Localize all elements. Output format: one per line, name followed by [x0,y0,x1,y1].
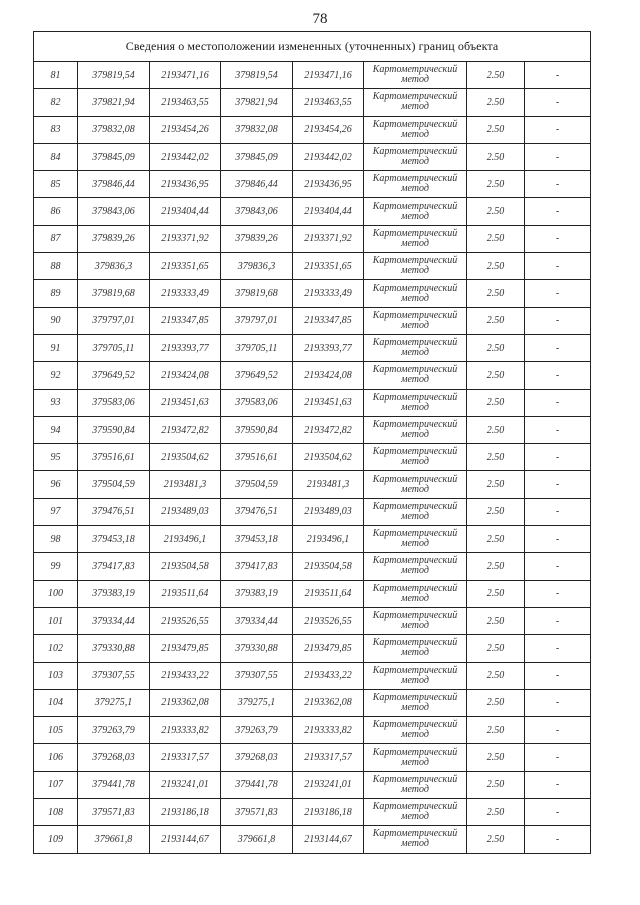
accuracy-cell: 2.50 [467,416,525,443]
refined-y-cell: 2193186,18 [293,799,364,826]
point-number-cell: 89 [34,280,78,307]
existing-x-cell: 379334,44 [78,607,150,634]
method-cell: Картометрический метод [364,280,467,307]
accuracy-cell: 2.50 [467,143,525,170]
existing-x-cell: 379417,83 [78,553,150,580]
table-row [34,826,591,853]
point-number-cell: 90 [34,307,78,334]
existing-y-cell: 2193393,77 [150,334,221,361]
table-row [34,116,591,143]
refined-y-cell: 2193463,55 [293,89,364,116]
accuracy-cell: 2.50 [467,471,525,498]
accuracy-cell: 2.50 [467,526,525,553]
existing-x-cell: 379705,11 [78,334,150,361]
point-number-cell: 109 [34,826,78,853]
refined-y-cell: 2193511,64 [293,580,364,607]
table-title: Сведения о местоположении измененных (уточненных) границ объекта [34,32,591,62]
refined-x-cell: 379275,1 [221,689,293,716]
method-cell: Картометрический метод [364,744,467,771]
existing-x-cell: 379476,51 [78,498,150,525]
refined-x-cell: 379797,01 [221,307,293,334]
table-row [34,498,591,525]
method-cell: Картометрический метод [364,498,467,525]
point-description-cell: - [525,553,591,580]
existing-x-cell: 379819,68 [78,280,150,307]
refined-x-cell: 379307,55 [221,662,293,689]
existing-x-cell: 379819,54 [78,62,150,89]
refined-y-cell: 2193451,63 [293,389,364,416]
existing-x-cell: 379797,01 [78,307,150,334]
point-number-cell: 83 [34,116,78,143]
refined-x-cell: 379330,88 [221,635,293,662]
method-cell: Картометрический метод [364,826,467,853]
refined-y-cell: 2193351,65 [293,253,364,280]
accuracy-cell: 2.50 [467,799,525,826]
point-description-cell: - [525,717,591,744]
table-row [34,280,591,307]
table-row [34,799,591,826]
existing-x-cell: 379516,61 [78,444,150,471]
refined-x-cell: 379649,52 [221,362,293,389]
refined-x-cell: 379441,78 [221,771,293,798]
existing-x-cell: 379845,09 [78,143,150,170]
accuracy-cell: 2.50 [467,744,525,771]
boundary-coordinates-table [33,31,591,854]
method-cell: Картометрический метод [364,689,467,716]
accuracy-cell: 2.50 [467,389,525,416]
refined-y-cell: 2193393,77 [293,334,364,361]
point-number-cell: 91 [34,334,78,361]
point-description-cell: - [525,607,591,634]
method-cell: Картометрический метод [364,799,467,826]
existing-y-cell: 2193317,57 [150,744,221,771]
refined-x-cell: 379846,44 [221,171,293,198]
refined-x-cell: 379476,51 [221,498,293,525]
accuracy-cell: 2.50 [467,444,525,471]
existing-y-cell: 2193144,67 [150,826,221,853]
accuracy-cell: 2.50 [467,717,525,744]
point-description-cell: - [525,799,591,826]
point-description-cell: - [525,334,591,361]
method-cell: Картометрический метод [364,553,467,580]
existing-x-cell: 379649,52 [78,362,150,389]
refined-x-cell: 379504,59 [221,471,293,498]
point-number-cell: 107 [34,771,78,798]
refined-y-cell: 2193454,26 [293,116,364,143]
refined-x-cell: 379839,26 [221,225,293,252]
page-number: 78 [312,11,328,27]
existing-y-cell: 2193472,82 [150,416,221,443]
table-row [34,389,591,416]
refined-y-cell: 2193472,82 [293,416,364,443]
table-row [34,771,591,798]
point-description-cell: - [525,416,591,443]
existing-y-cell: 2193504,58 [150,553,221,580]
existing-x-cell: 379307,55 [78,662,150,689]
point-description-cell: - [525,444,591,471]
table-row [34,225,591,252]
point-number-cell: 96 [34,471,78,498]
existing-y-cell: 2193471,16 [150,62,221,89]
existing-y-cell: 2193347,85 [150,307,221,334]
point-description-cell: - [525,362,591,389]
accuracy-cell: 2.50 [467,607,525,634]
refined-y-cell: 2193481,3 [293,471,364,498]
existing-x-cell: 379453,18 [78,526,150,553]
refined-x-cell: 379334,44 [221,607,293,634]
table-row [34,662,591,689]
existing-y-cell: 2193442,02 [150,143,221,170]
method-cell: Картометрический метод [364,717,467,744]
accuracy-cell: 2.50 [467,662,525,689]
table-row [34,444,591,471]
existing-y-cell: 2193333,82 [150,717,221,744]
refined-y-cell: 2193362,08 [293,689,364,716]
accuracy-cell: 2.50 [467,307,525,334]
point-description-cell: - [525,89,591,116]
point-number-cell: 98 [34,526,78,553]
refined-x-cell: 379705,11 [221,334,293,361]
point-description-cell: - [525,198,591,225]
point-description-cell: - [525,580,591,607]
method-cell: Картометрический метод [364,635,467,662]
method-cell: Картометрический метод [364,253,467,280]
method-cell: Картометрический метод [364,334,467,361]
refined-x-cell: 379661,8 [221,826,293,853]
table-row [34,553,591,580]
accuracy-cell: 2.50 [467,635,525,662]
refined-y-cell: 2193479,85 [293,635,364,662]
point-description-cell: - [525,526,591,553]
table-row [34,689,591,716]
refined-x-cell: 379819,54 [221,62,293,89]
refined-y-cell: 2193433,22 [293,662,364,689]
accuracy-cell: 2.50 [467,280,525,307]
method-cell: Картометрический метод [364,116,467,143]
method-cell: Картометрический метод [364,307,467,334]
accuracy-cell: 2.50 [467,89,525,116]
point-number-cell: 108 [34,799,78,826]
accuracy-cell: 2.50 [467,580,525,607]
refined-y-cell: 2193526,55 [293,607,364,634]
point-number-cell: 101 [34,607,78,634]
accuracy-cell: 2.50 [467,362,525,389]
method-cell: Картометрический метод [364,771,467,798]
point-number-cell: 92 [34,362,78,389]
refined-y-cell: 2193436,95 [293,171,364,198]
method-cell: Картометрический метод [364,416,467,443]
point-number-cell: 95 [34,444,78,471]
accuracy-cell: 2.50 [467,334,525,361]
method-cell: Картометрический метод [364,444,467,471]
existing-x-cell: 379383,19 [78,580,150,607]
point-description-cell: - [525,662,591,689]
table-row [34,253,591,280]
point-description-cell: - [525,116,591,143]
refined-x-cell: 379821,94 [221,89,293,116]
existing-y-cell: 2193424,08 [150,362,221,389]
existing-y-cell: 2193351,65 [150,253,221,280]
existing-y-cell: 2193511,64 [150,580,221,607]
existing-y-cell: 2193241,01 [150,771,221,798]
method-cell: Картометрический метод [364,225,467,252]
method-cell: Картометрический метод [364,143,467,170]
point-number-cell: 104 [34,689,78,716]
method-cell: Картометрический метод [364,171,467,198]
refined-x-cell: 379819,68 [221,280,293,307]
refined-y-cell: 2193496,1 [293,526,364,553]
table-row [34,526,591,553]
existing-y-cell: 2193404,44 [150,198,221,225]
existing-x-cell: 379330,88 [78,635,150,662]
accuracy-cell: 2.50 [467,253,525,280]
existing-x-cell: 379843,06 [78,198,150,225]
existing-y-cell: 2193454,26 [150,116,221,143]
method-cell: Картометрический метод [364,526,467,553]
existing-x-cell: 379821,94 [78,89,150,116]
point-number-cell: 106 [34,744,78,771]
method-cell: Картометрический метод [364,389,467,416]
point-number-cell: 94 [34,416,78,443]
refined-y-cell: 2193424,08 [293,362,364,389]
point-description-cell: - [525,62,591,89]
existing-x-cell: 379268,03 [78,744,150,771]
table-row [34,607,591,634]
method-cell: Картометрический метод [364,580,467,607]
existing-y-cell: 2193496,1 [150,526,221,553]
point-description-cell: - [525,498,591,525]
point-description-cell: - [525,744,591,771]
refined-y-cell: 2193489,03 [293,498,364,525]
accuracy-cell: 2.50 [467,198,525,225]
point-description-cell: - [525,253,591,280]
existing-x-cell: 379275,1 [78,689,150,716]
point-number-cell: 102 [34,635,78,662]
refined-x-cell: 379590,84 [221,416,293,443]
table-row [34,362,591,389]
existing-x-cell: 379263,79 [78,717,150,744]
table-row [34,416,591,443]
refined-x-cell: 379583,06 [221,389,293,416]
point-number-cell: 81 [34,62,78,89]
point-description-cell: - [525,280,591,307]
refined-x-cell: 379843,06 [221,198,293,225]
point-description-cell: - [525,635,591,662]
refined-y-cell: 2193371,92 [293,225,364,252]
accuracy-cell: 2.50 [467,826,525,853]
existing-y-cell: 2193362,08 [150,689,221,716]
refined-y-cell: 2193347,85 [293,307,364,334]
point-number-cell: 100 [34,580,78,607]
accuracy-cell: 2.50 [467,553,525,580]
refined-x-cell: 379268,03 [221,744,293,771]
existing-x-cell: 379839,26 [78,225,150,252]
point-number-cell: 93 [34,389,78,416]
table-row [34,198,591,225]
point-number-cell: 105 [34,717,78,744]
existing-y-cell: 2193481,3 [150,471,221,498]
method-cell: Картометрический метод [364,89,467,116]
refined-y-cell: 2193404,44 [293,198,364,225]
accuracy-cell: 2.50 [467,171,525,198]
accuracy-cell: 2.50 [467,689,525,716]
refined-x-cell: 379832,08 [221,116,293,143]
point-number-cell: 82 [34,89,78,116]
accuracy-cell: 2.50 [467,116,525,143]
existing-y-cell: 2193436,95 [150,171,221,198]
refined-x-cell: 379845,09 [221,143,293,170]
existing-x-cell: 379583,06 [78,389,150,416]
accuracy-cell: 2.50 [467,771,525,798]
refined-y-cell: 2193504,62 [293,444,364,471]
point-description-cell: - [525,771,591,798]
refined-y-cell: 2193241,01 [293,771,364,798]
accuracy-cell: 2.50 [467,225,525,252]
existing-x-cell: 379836,3 [78,253,150,280]
point-description-cell: - [525,171,591,198]
refined-y-cell: 2193471,16 [293,62,364,89]
existing-y-cell: 2193504,62 [150,444,221,471]
refined-x-cell: 379383,19 [221,580,293,607]
table-row [34,143,591,170]
point-description-cell: - [525,389,591,416]
refined-y-cell: 2193144,67 [293,826,364,853]
refined-y-cell: 2193317,57 [293,744,364,771]
table-row [34,89,591,116]
refined-x-cell: 379836,3 [221,253,293,280]
accuracy-cell: 2.50 [467,498,525,525]
existing-y-cell: 2193433,22 [150,662,221,689]
point-number-cell: 99 [34,553,78,580]
table-row [34,744,591,771]
existing-x-cell: 379846,44 [78,171,150,198]
point-number-cell: 86 [34,198,78,225]
refined-x-cell: 379571,83 [221,799,293,826]
existing-y-cell: 2193463,55 [150,89,221,116]
existing-x-cell: 379504,59 [78,471,150,498]
refined-y-cell: 2193333,49 [293,280,364,307]
refined-x-cell: 379516,61 [221,444,293,471]
table-row [34,717,591,744]
method-cell: Картометрический метод [364,471,467,498]
point-number-cell: 84 [34,143,78,170]
refined-x-cell: 379453,18 [221,526,293,553]
point-description-cell: - [525,307,591,334]
refined-y-cell: 2193333,82 [293,717,364,744]
point-description-cell: - [525,471,591,498]
table-title-row [34,32,591,62]
point-number-cell: 88 [34,253,78,280]
refined-y-cell: 2193504,58 [293,553,364,580]
point-description-cell: - [525,143,591,170]
existing-y-cell: 2193526,55 [150,607,221,634]
existing-x-cell: 379661,8 [78,826,150,853]
point-description-cell: - [525,689,591,716]
table-row [34,62,591,89]
table-row [34,334,591,361]
point-number-cell: 85 [34,171,78,198]
existing-y-cell: 2193186,18 [150,799,221,826]
existing-y-cell: 2193451,63 [150,389,221,416]
table-row [34,171,591,198]
existing-x-cell: 379571,83 [78,799,150,826]
method-cell: Картометрический метод [364,362,467,389]
existing-y-cell: 2193371,92 [150,225,221,252]
existing-y-cell: 2193333,49 [150,280,221,307]
point-number-cell: 103 [34,662,78,689]
point-number-cell: 97 [34,498,78,525]
method-cell: Картометрический метод [364,198,467,225]
existing-y-cell: 2193479,85 [150,635,221,662]
existing-x-cell: 379590,84 [78,416,150,443]
point-description-cell: - [525,225,591,252]
refined-y-cell: 2193442,02 [293,143,364,170]
refined-x-cell: 379263,79 [221,717,293,744]
method-cell: Картометрический метод [364,662,467,689]
point-number-cell: 87 [34,225,78,252]
point-description-cell: - [525,826,591,853]
existing-x-cell: 379441,78 [78,771,150,798]
table-row [34,635,591,662]
existing-x-cell: 379832,08 [78,116,150,143]
refined-x-cell: 379417,83 [221,553,293,580]
table-row [34,580,591,607]
accuracy-cell: 2.50 [467,62,525,89]
method-cell: Картометрический метод [364,607,467,634]
existing-y-cell: 2193489,03 [150,498,221,525]
table-row [34,471,591,498]
table-row [34,307,591,334]
method-cell: Картометрический метод [364,62,467,89]
